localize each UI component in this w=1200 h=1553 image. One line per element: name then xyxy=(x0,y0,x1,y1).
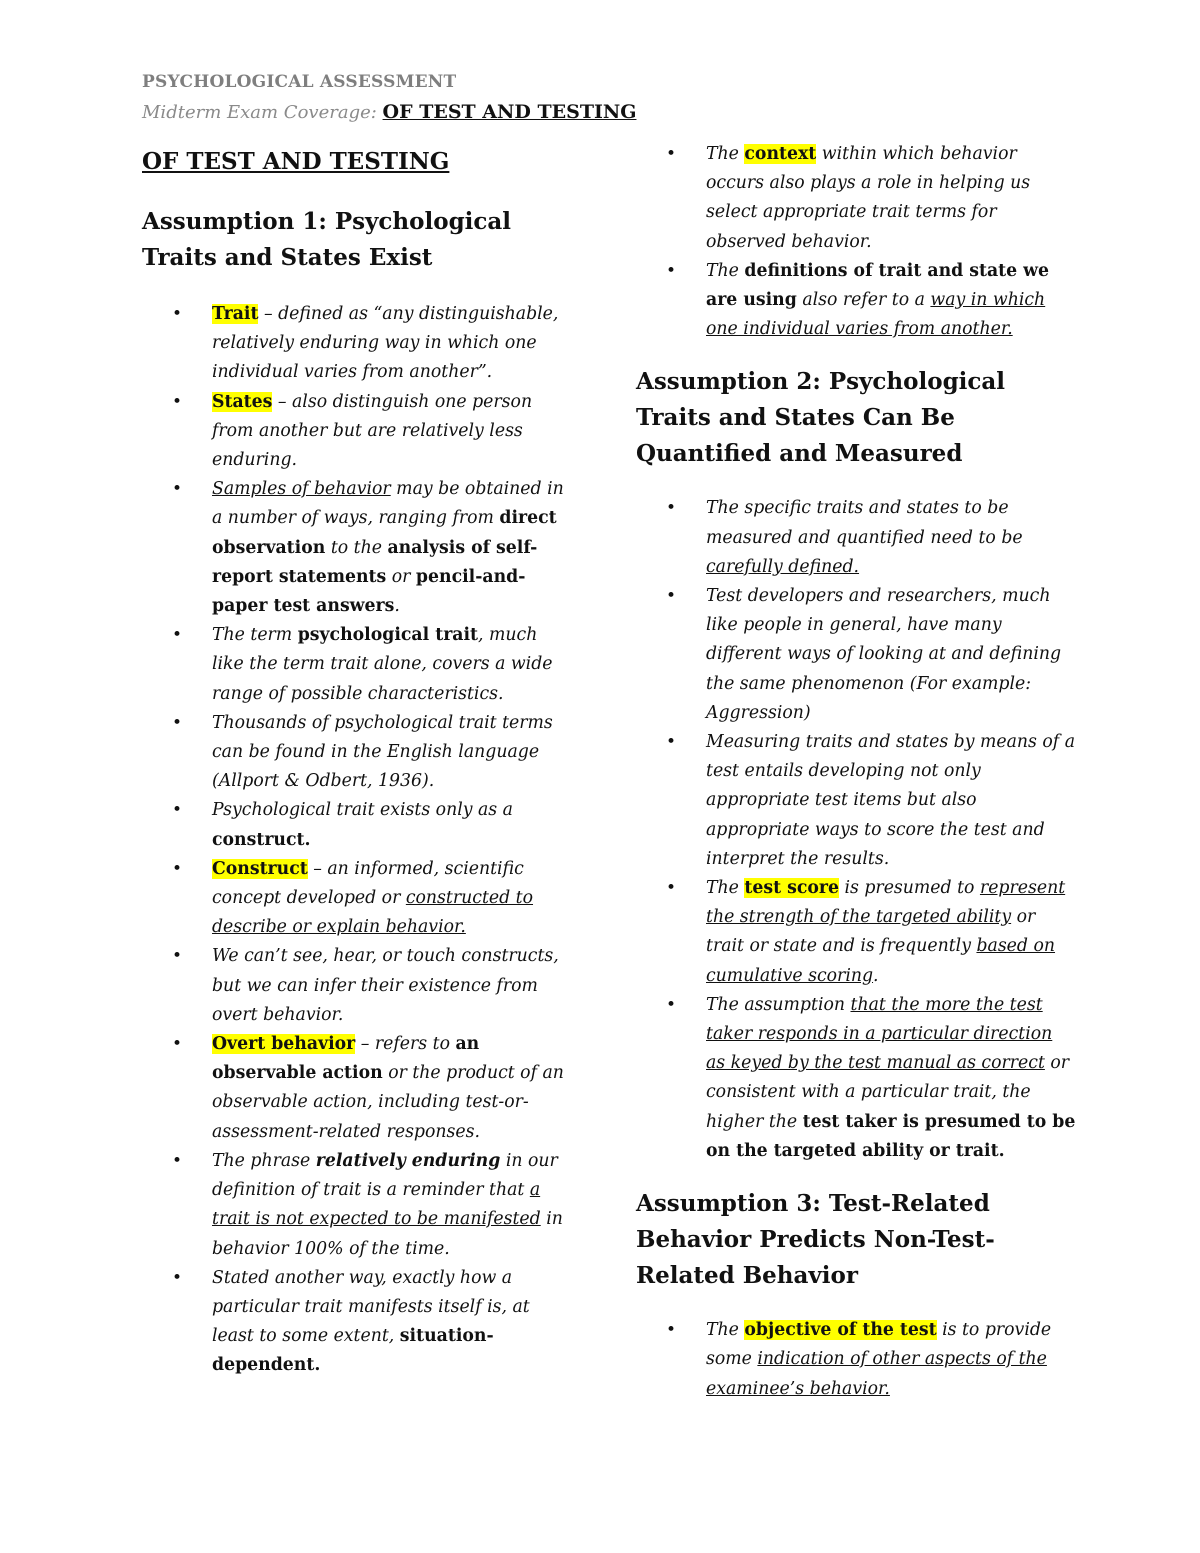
item-text: The xyxy=(706,1320,745,1341)
highlighted-term: objective of the test xyxy=(744,1320,937,1341)
list-item xyxy=(142,621,574,709)
item-text: is to provide some xyxy=(706,1320,1052,1370)
highlighted-term: context xyxy=(744,144,817,164)
list-item xyxy=(636,257,1076,345)
item-text: The term xyxy=(212,625,298,646)
item-text: in our definition of trait is a reminder that xyxy=(212,1150,558,1201)
item-text: to the xyxy=(325,537,388,558)
item-text: – also distinguish one person from another but are relatively less enduring. xyxy=(212,391,533,471)
item-text: – refers to xyxy=(355,1034,456,1055)
item-text: or trait or state and is frequently xyxy=(706,907,1036,957)
assumption-1-list xyxy=(142,300,582,1381)
assumption-2-list xyxy=(636,494,1086,1166)
item-text: The xyxy=(706,144,745,164)
list-item xyxy=(142,300,574,388)
item-text: pencil-and-paper test answers xyxy=(212,566,526,617)
item-text: situation-dependent. xyxy=(212,1326,494,1376)
item-text: . xyxy=(394,596,400,617)
item-text: constructed to describe or explain behavior. xyxy=(212,888,534,938)
item-text: relatively enduring xyxy=(315,1150,501,1171)
item-text: Stated another way, exactly how a particular trait manifests itself is, at least to some extent, xyxy=(212,1267,530,1347)
highlighted-term: test score xyxy=(744,878,839,899)
left-column xyxy=(142,140,582,1381)
assumption-1-continued-list xyxy=(636,140,1086,344)
item-text: analysis of self-report statements xyxy=(212,537,538,587)
item-text: or consistent with a particular trait, the higher the xyxy=(706,1053,1070,1132)
list-item xyxy=(636,991,1076,1166)
coverage-value: OF TEST AND TESTING xyxy=(382,101,637,123)
item-text: construct. xyxy=(212,829,311,850)
item-text: in behavior 100% of the time. xyxy=(212,1209,563,1259)
list-item xyxy=(636,140,1076,257)
item-text: , much like the term trait alone, covers a wide range of possible characteristics. xyxy=(212,625,553,704)
highlighted-term: Overt behavior xyxy=(212,1034,356,1055)
item-text: or the product of an observable action, including test-or-assessment-related responses. xyxy=(212,1063,564,1142)
item-text: also refer to a xyxy=(796,290,931,311)
item-text: represent the strength of the targeted ability xyxy=(706,878,1066,928)
item-text: Samples of behavior xyxy=(212,479,391,500)
item-text: – defined as “any distinguishable, relatively enduring way in which one individual varies from another”. xyxy=(212,304,559,383)
list-item xyxy=(636,1316,1076,1404)
item-text: Measuring traits and states by means of a test entails developing not only appropriate test items but also appropriate ways to score the test and interpret the results. xyxy=(706,732,1075,869)
item-text: indication of other aspects of the examinee’s behavior. xyxy=(706,1349,1047,1399)
assumption-3-list xyxy=(636,1316,1086,1404)
list-item xyxy=(142,1147,574,1264)
item-text: within which behavior occurs also plays a role in helping us select appropriate trait terms for observed behavior. xyxy=(706,144,1031,252)
item-text: We can’t see, hear, or touch constructs, but we can infer their existence from overt behavior. xyxy=(212,946,559,1025)
list-item xyxy=(142,796,574,854)
item-text: psychological trait xyxy=(297,625,479,646)
item-text: Thousands of psychological trait terms can be found in the English language (Allport & Odbert, 1936). xyxy=(212,712,553,792)
list-item xyxy=(142,942,574,1030)
item-text: carefully defined. xyxy=(706,556,860,577)
list-item xyxy=(636,728,1076,874)
item-text: test taker is presumed to be on the targeted ability or trait. xyxy=(706,1111,1076,1161)
item-text: The specific traits and states to be measured and quantified need to be xyxy=(706,498,1023,548)
right-column xyxy=(636,140,1086,1404)
coverage-label: Midterm Exam Coverage: xyxy=(142,102,377,123)
item-text: . xyxy=(873,965,879,986)
highlighted-term: Construct xyxy=(212,858,308,879)
item-text: a trait is not expected to be manifested xyxy=(212,1180,541,1230)
item-text: – an informed, scientific concept developed or xyxy=(212,858,524,909)
list-item xyxy=(142,1030,574,1147)
highlighted-term: Trait xyxy=(212,304,259,324)
list-item xyxy=(142,388,574,476)
assumption-3-heading: Assumption 3: Test-Related Behavior Predicts Non-Test-Related Behavior xyxy=(636,1190,995,1290)
list-item xyxy=(142,1264,574,1381)
item-text: definitions of trait and state we are using xyxy=(706,260,1050,311)
item-text: way in which one individual varies from another. xyxy=(706,290,1046,340)
document-title: PSYCHOLOGICAL ASSESSMENT xyxy=(142,72,457,92)
list-item xyxy=(636,494,1076,582)
list-item xyxy=(142,855,574,943)
item-text: based on cumulative scoring xyxy=(706,936,1056,986)
item-text: The assumption xyxy=(706,994,851,1015)
assumption-2-heading: Assumption 2: Psychological Traits and States Can Be Quantified and Measured xyxy=(636,368,1006,468)
item-text: is presumed to xyxy=(838,878,980,899)
item-text: an observable action xyxy=(212,1034,480,1084)
list-item xyxy=(636,582,1076,728)
assumption-1-heading: Assumption 1: Psychological Traits and States Exist xyxy=(142,208,512,271)
item-text: that the more the test taker responds in a particular direction as keyed by the test manual as correct xyxy=(706,994,1053,1074)
list-item xyxy=(142,475,574,621)
item-text: or xyxy=(386,566,416,587)
document-header xyxy=(142,68,842,129)
item-text: Test developers and researchers, much like people in general, have many different ways of looking at and defining the same phenomenon (For example: Aggression) xyxy=(706,586,1062,723)
item-text: The phrase xyxy=(212,1150,316,1171)
item-text: The xyxy=(706,878,745,899)
item-text: may be obtained in a number of ways, ranging from xyxy=(212,479,564,529)
item-text: direct observation xyxy=(212,508,557,558)
item-text: Psychological trait exists only as a xyxy=(212,800,513,821)
item-text: The xyxy=(706,260,745,281)
main-heading: OF TEST AND TESTING xyxy=(142,148,450,175)
list-item xyxy=(636,874,1076,991)
list-item xyxy=(142,709,574,797)
coverage-line xyxy=(142,96,842,129)
highlighted-term: States xyxy=(212,391,273,412)
